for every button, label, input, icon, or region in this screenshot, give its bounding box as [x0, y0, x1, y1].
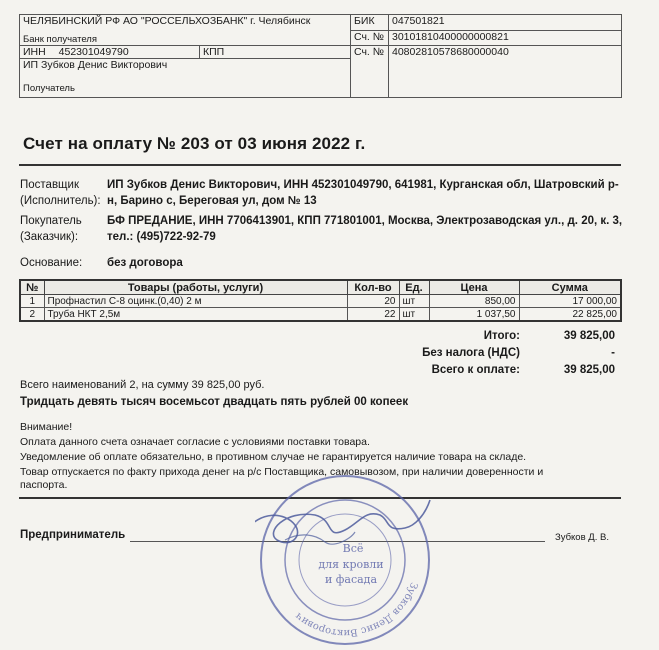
basis-value: без договора	[107, 257, 183, 269]
row-name: Профнастил С-8 оцинк.(0,40) 2 м	[44, 295, 347, 308]
bank-name: ЧЕЛЯБИНСКИЙ РФ АО "РОССЕЛЬХОЗБАНК" г. Челябинск	[23, 15, 311, 27]
basis-label: Основание:	[20, 257, 83, 269]
invoice-title: Счет на оплату № 203 от 03 июня 2022 г.	[23, 134, 366, 153]
recipient-cell	[20, 59, 351, 98]
stamp-line-1: Всё	[342, 542, 364, 555]
row-qty: 20	[347, 295, 399, 308]
buyer-value: БФ ПРЕДАНИЕ, ИНН 7706413901, КПП 771801001, Москва, Электрозаводская ул., д. 20, к. 3, тел.: (495)722-92-79	[107, 215, 623, 243]
row-unit: шт	[399, 295, 429, 308]
col-sum-header: Сумма	[519, 280, 621, 295]
col-price-header: Цена	[429, 280, 519, 295]
col-unit-header: Ед.	[399, 280, 429, 295]
goods-header-row	[20, 280, 621, 295]
bik-value: 047501821	[389, 15, 622, 31]
goods-table	[19, 279, 622, 322]
col-number-header: №	[20, 280, 44, 295]
col-name-header: Товары (работы, услуги)	[44, 280, 347, 295]
total-label: Итого:	[483, 330, 520, 342]
row-price: 1 037,50	[429, 308, 519, 322]
recipient-label: Получатель	[23, 83, 75, 94]
vat-row	[330, 347, 615, 364]
title-divider	[19, 164, 621, 166]
total-value: 39 825,00	[563, 330, 615, 342]
recipient-name: ИП Зубков Денис Викторович	[23, 59, 168, 71]
vat-label: Без налога (НДС)	[422, 347, 520, 359]
kpp-label: КПП	[203, 46, 225, 58]
row-unit: шт	[399, 308, 429, 322]
due-row	[330, 364, 615, 381]
table-row	[20, 308, 621, 322]
inn-value: 452301049790	[58, 46, 129, 58]
row-sum: 22 825,00	[519, 308, 621, 322]
bank-recipient-label: Банк получателя	[23, 34, 97, 45]
totals-block	[330, 330, 615, 381]
bank-name-cell	[20, 15, 351, 46]
supplier-value: ИП Зубков Денис Викторович, ИНН 452301049790, 641981, Курганская обл, Шатровский р-н, Барино с, Береговая ул, дом № 13	[107, 179, 619, 207]
row-sum: 17 000,00	[519, 295, 621, 308]
signer-title: Предприниматель	[20, 529, 126, 541]
stamp-ring-text: Зубков Денис Викторович	[293, 580, 420, 639]
signer-name: Зубков Д. В.	[555, 532, 609, 543]
row-name: Труба НКТ 2,5м	[44, 308, 347, 322]
row-qty: 22	[347, 308, 399, 322]
notes-heading: Внимание!	[20, 421, 73, 433]
summary-line: Всего наименований 2, на сумму 39 825,00 руб.	[20, 379, 265, 391]
note-line: Уведомление об оплате обязательно, в противном случае не гарантируется наличие товара на складе.	[20, 451, 527, 463]
stamp-line-2: для кровли	[318, 558, 384, 571]
row-number: 2	[20, 308, 44, 322]
col-qty-header: Кол-во	[347, 280, 399, 295]
table-row	[20, 295, 621, 308]
total-row	[330, 330, 615, 347]
vat-value: -	[611, 347, 615, 359]
corr-account-value: 30101810400000000821	[389, 30, 622, 46]
inn-label: ИНН	[23, 46, 46, 58]
note-line: паспорта.	[20, 479, 68, 491]
corr-account-label: Сч. №	[351, 30, 389, 46]
note-line: Товар отпускается по факту прихода денег на р/с Поставщика, самовывозом, при наличии доверенности и	[20, 466, 544, 478]
inn-cell	[20, 46, 200, 59]
bank-details-table	[19, 14, 622, 98]
supplier-label: Поставщик (Исполнитель):	[20, 179, 101, 207]
row-price: 850,00	[429, 295, 519, 308]
amount-in-words: Тридцать девять тысяч восемьсот двадцать пять рублей 00 копеек	[20, 396, 409, 408]
due-label: Всего к оплате:	[431, 364, 520, 376]
company-stamp	[255, 470, 435, 650]
row-number: 1	[20, 295, 44, 308]
account-value: 40802810578680000040	[389, 46, 622, 98]
due-value: 39 825,00	[563, 364, 615, 376]
account-label: Сч. №	[351, 46, 389, 98]
note-line: Оплата данного счета означает согласие с условиями поставки товара.	[20, 436, 370, 448]
bik-label: БИК	[351, 15, 389, 31]
buyer-label: Покупатель (Заказчик):	[20, 215, 82, 243]
kpp-cell	[200, 46, 351, 59]
stamp-line-3: и фасада	[324, 573, 378, 586]
